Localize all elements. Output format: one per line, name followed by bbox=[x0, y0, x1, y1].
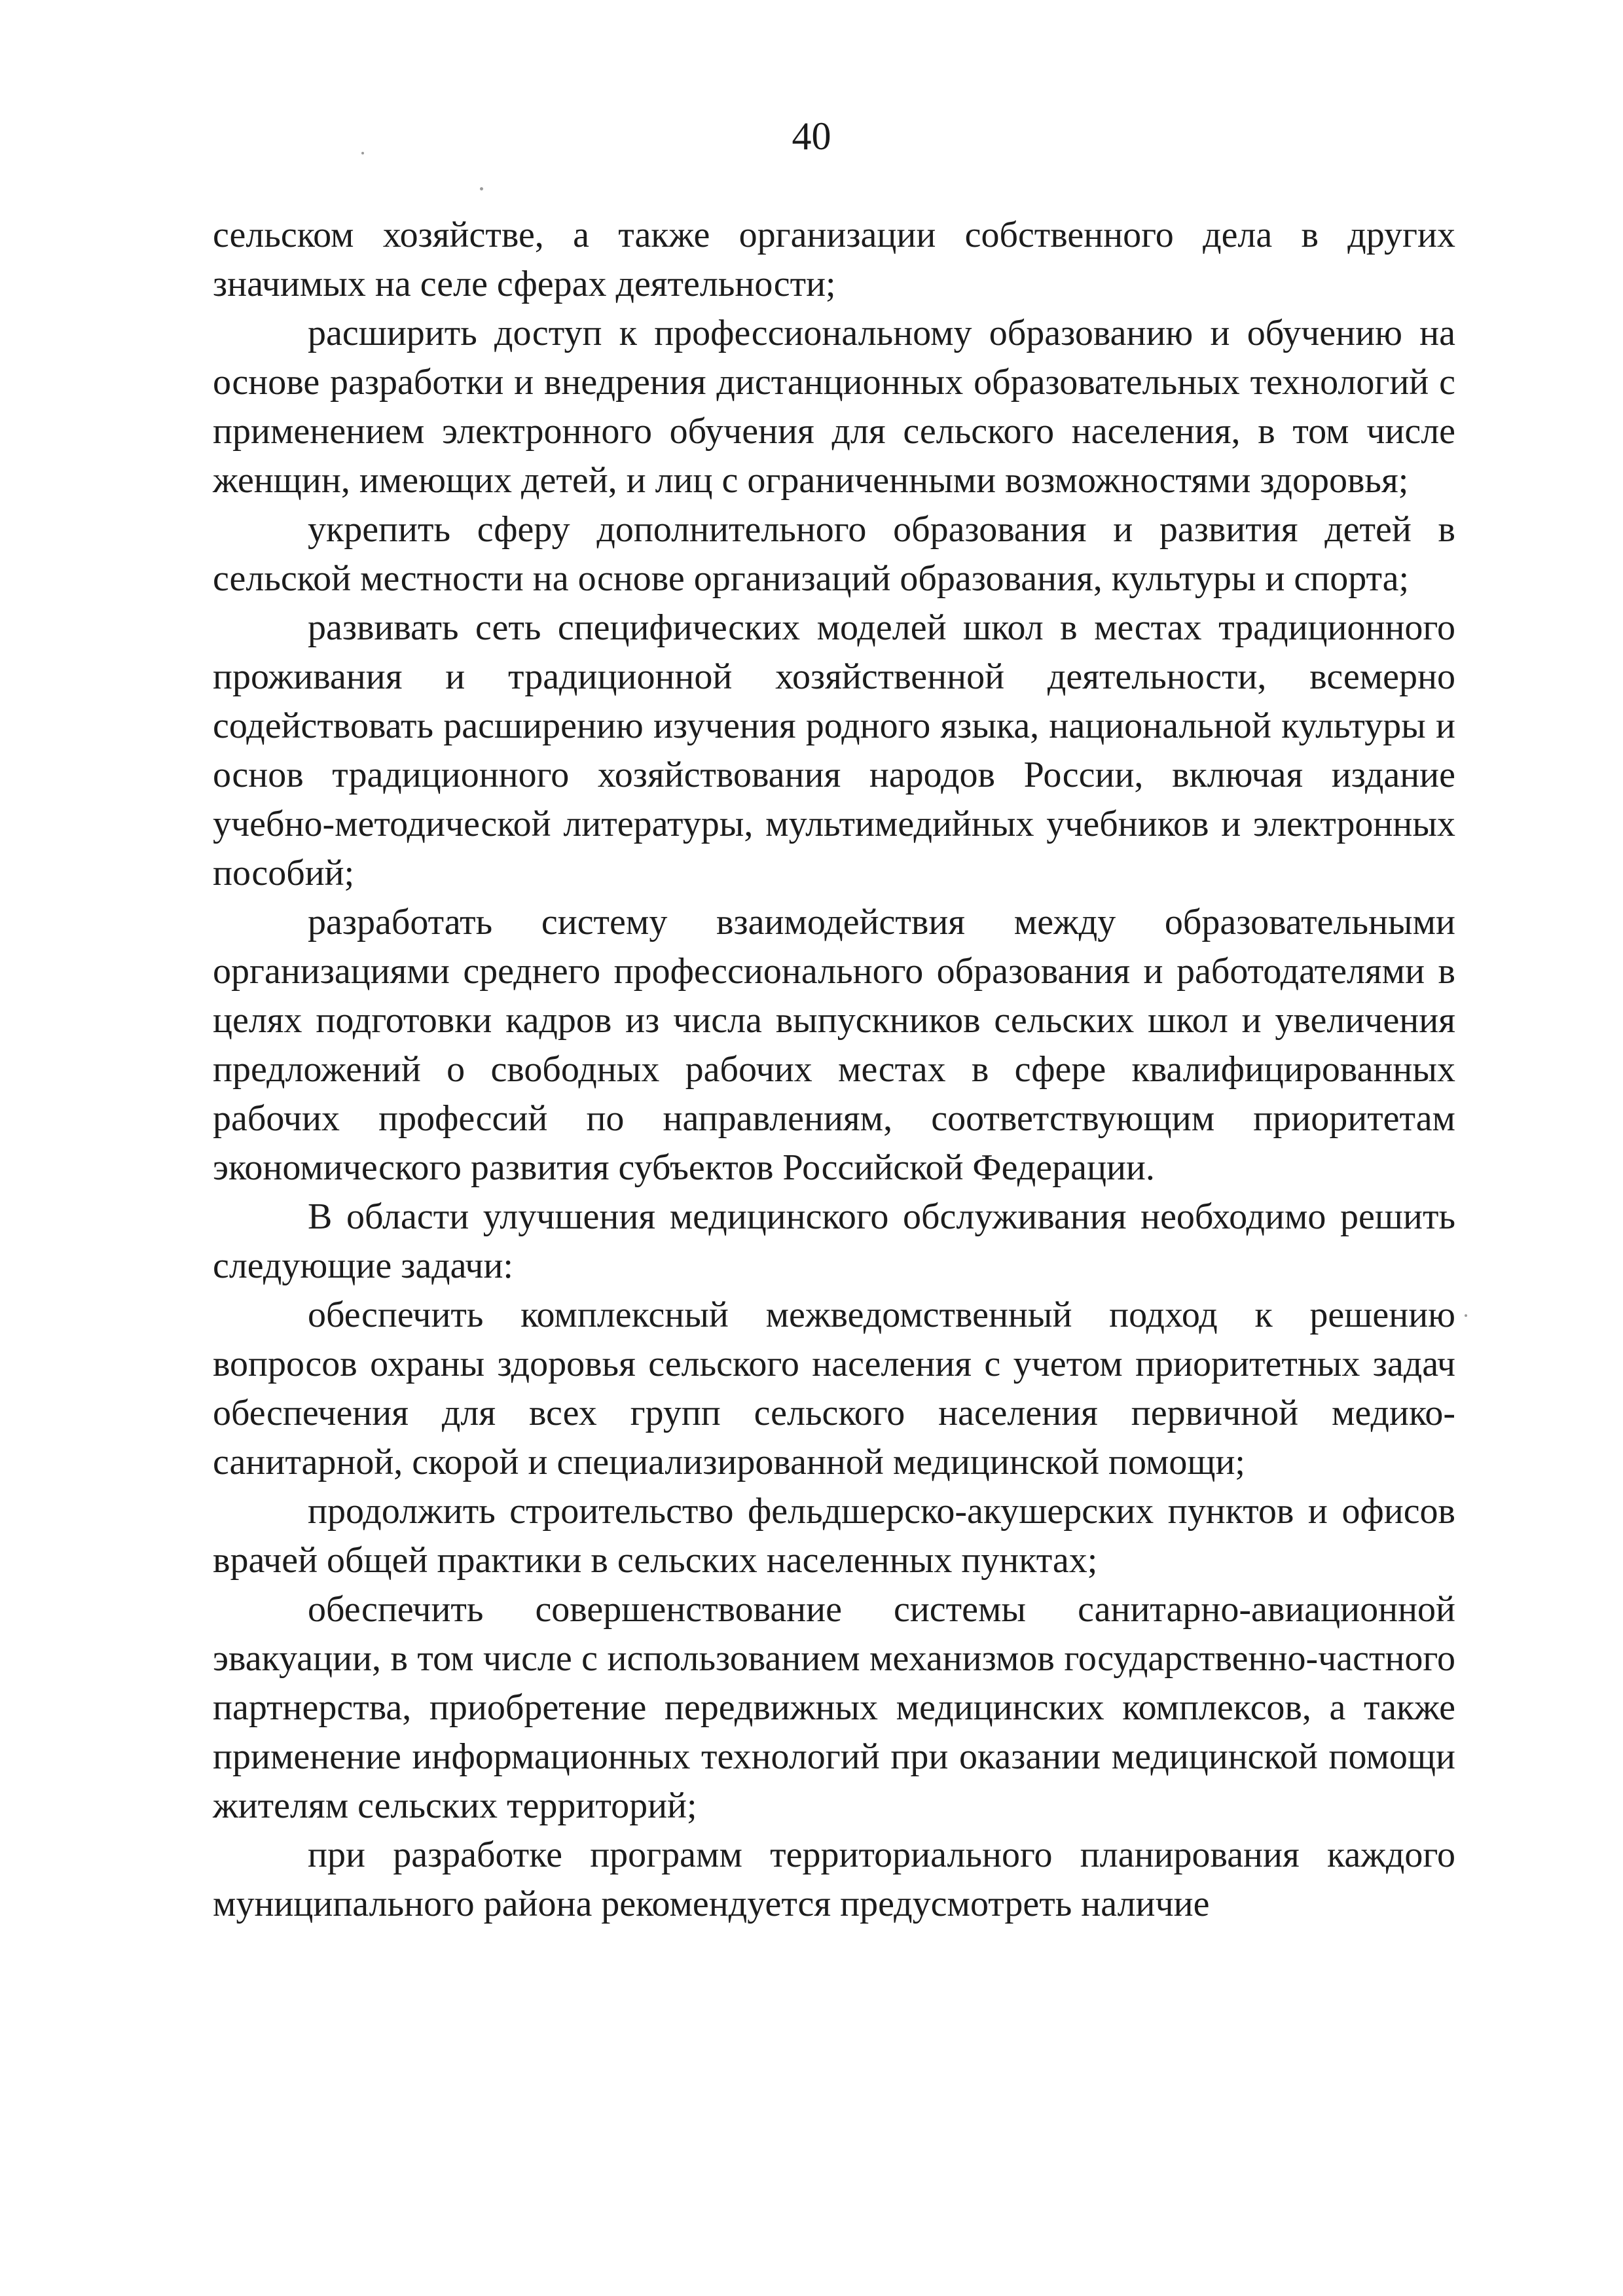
page-number: 40 bbox=[792, 115, 831, 158]
paragraph: развивать сеть специфических моделей школ в местах традиционного проживания и традиционной хозяйственной деятельности, всемерно содействовать расширению изучения родного языка, национальной культуры и основ традиционного хозяйствования народов России, включая издание учебно-методической литературы, мультимедийных учебников и электронных пособий; bbox=[213, 607, 1455, 893]
scan-speck bbox=[480, 187, 483, 190]
scan-speck bbox=[361, 152, 364, 154]
body-text bbox=[213, 211, 1455, 1929]
paragraph: обеспечить комплексный межведомственный подход к решению вопросов охраны здоровья сельского населения с учетом приоритетных задач обеспечения для всех групп сельского населения первичной медико-санитарной, скорой и специализированной медицинской помощи; bbox=[213, 1295, 1455, 1482]
paragraph: расширить доступ к профессиональному образованию и обучению на основе разработки и внедрения дистанционных образовательных технологий с применением электронного обучения для сельского населения, в том числе женщин, имеющих детей, и лиц с ограниченными возможностями здоровья; bbox=[213, 313, 1455, 501]
paragraph: разработать систему взаимодействия между образовательными организациями среднего профессионального образования и работодателями в целях подготовки кадров из числа выпускников сельских школ и увеличения предложений о свободных рабочих местах в сфере квалифицированных рабочих профессий по направлениям, соответствующим приоритетам экономического развития субъектов Российской Федерации. bbox=[213, 902, 1455, 1188]
paragraph: В области улучшения медицинского обслуживания необходимо решить следующие задачи: bbox=[213, 1196, 1455, 1286]
paragraph: обеспечить совершенствование системы санитарно-авиационной эвакуации, в том числе с использованием механизмов государственно-частного партнерства, приобретение передвижных медицинских комплексов, а также применение информационных технологий при оказании медицинской помощи жителям сельских территорий; bbox=[213, 1589, 1455, 1826]
paragraph: укрепить сферу дополнительного образования и развития детей в сельской местности на основе организаций образования, культуры и спорта; bbox=[213, 509, 1455, 599]
scan-speck bbox=[1465, 1314, 1467, 1317]
paragraph-continuation: сельском хозяйстве, а также организации собственного дела в других значимых на селе сферах деятельности; bbox=[213, 215, 1455, 304]
paragraph: продолжить строительство фельдшерско-акушерских пунктов и офисов врачей общей практики в сельских населенных пунктах; bbox=[213, 1491, 1455, 1581]
paragraph: при разработке программ территориального планирования каждого муниципального района рекомендуется предусмотреть наличие bbox=[213, 1835, 1455, 1924]
